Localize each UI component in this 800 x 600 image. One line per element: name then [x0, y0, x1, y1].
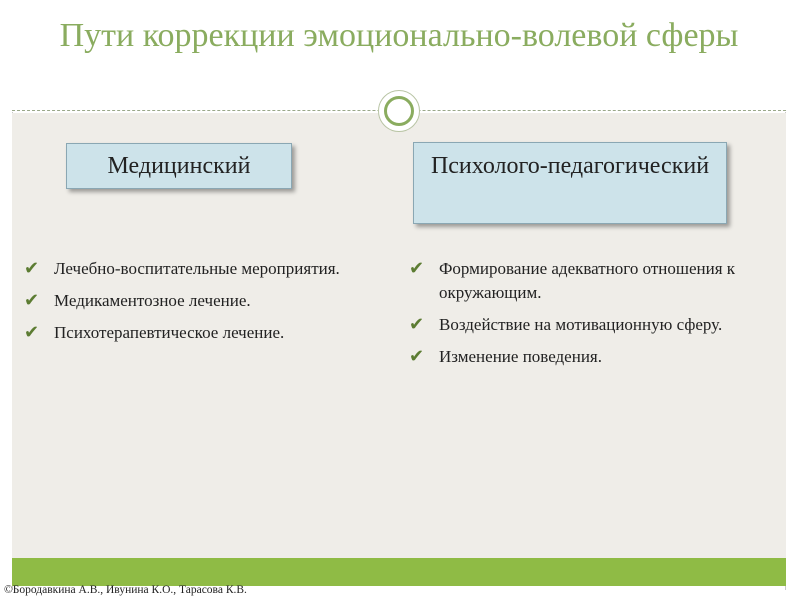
medical-box: Медицинский	[66, 143, 292, 189]
check-icon: ✔	[409, 258, 425, 279]
circle-ornament-icon	[378, 90, 420, 132]
check-icon: ✔	[24, 290, 40, 311]
medical-list	[24, 257, 354, 353]
list-item-text: Изменение поведения.	[439, 347, 602, 366]
list-item	[24, 289, 354, 313]
psych-list	[409, 257, 739, 377]
slide-title: Пути коррекции эмоционально-волевой сферы	[59, 17, 739, 54]
check-icon: ✔	[24, 322, 40, 343]
list-item	[24, 321, 354, 345]
circle-ornament-inner	[384, 96, 414, 126]
list-item-text: Психотерапевтическое лечение.	[54, 323, 285, 342]
check-icon: ✔	[24, 258, 40, 279]
footer-credits: ©Бородавкина А.В., Ивунина К.О., Тарасова К.В.	[4, 584, 247, 596]
psych-pedagogical-box: Психолого-педагогический	[413, 142, 727, 224]
check-icon: ✔	[409, 314, 425, 335]
list-item	[24, 257, 354, 281]
list-item-text: Медикаментозное лечение.	[54, 291, 251, 310]
check-icon: ✔	[409, 346, 425, 367]
list-item-text: Воздействие на мотивационную сферу.	[439, 315, 723, 334]
list-item	[409, 345, 739, 369]
footer-bar	[12, 558, 786, 586]
list-item	[409, 313, 739, 337]
list-item-text: Формирование адекватного отношения к окружающим.	[439, 259, 736, 302]
list-item-text: Лечебно-воспитательные мероприятия.	[54, 259, 340, 278]
list-item	[409, 257, 739, 305]
